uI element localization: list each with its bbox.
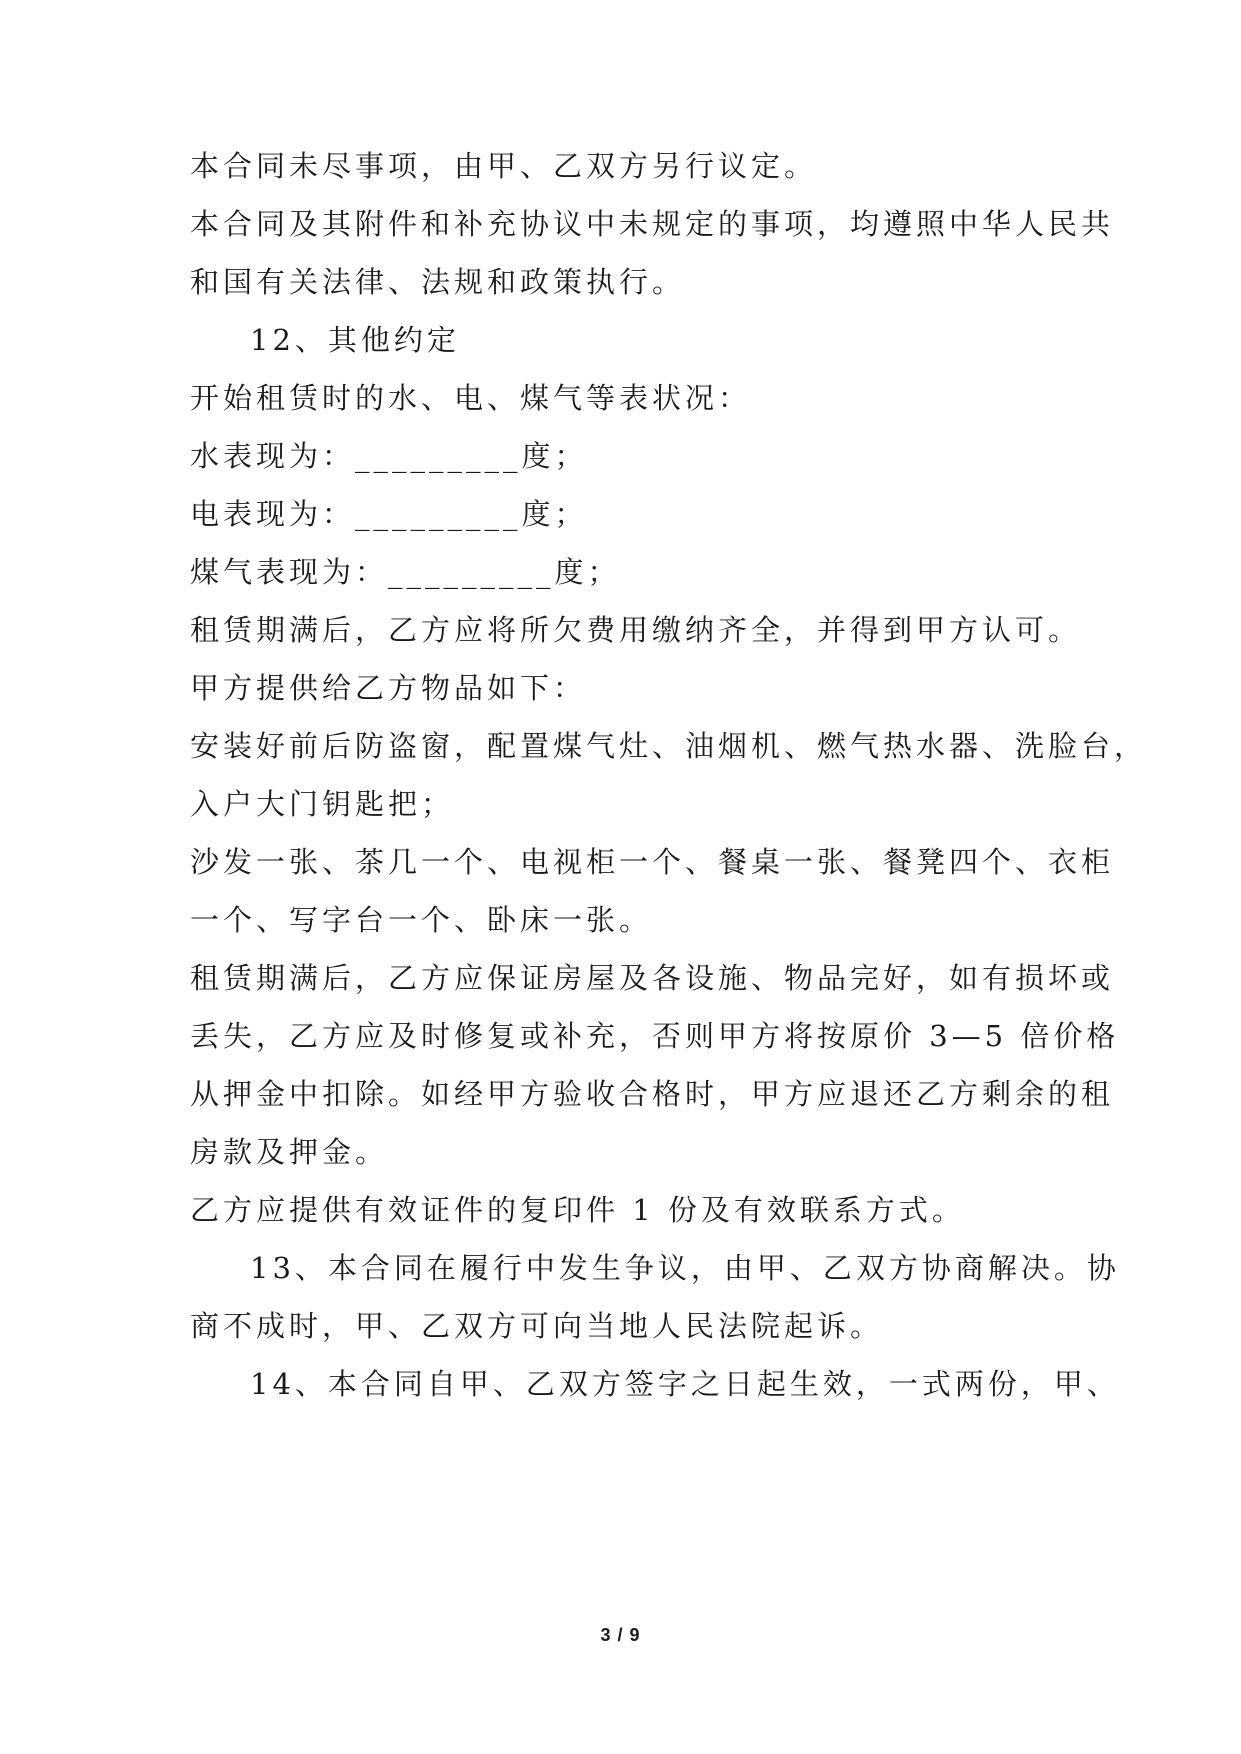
- section-heading: 12、其他约定: [250, 323, 460, 357]
- paragraph-line: 14、本合同自甲、乙双方签字之日起生效，一式两份，甲、: [250, 1367, 1120, 1401]
- paragraph-line: 房款及押金。: [190, 1135, 389, 1169]
- paragraph-line: 一个、写字台一个、卧床一张。: [190, 903, 653, 937]
- paragraph-line: 本合同未尽事项，由甲、乙双方另行议定。: [190, 149, 818, 183]
- paragraph-line: 甲方提供给乙方物品如下：: [190, 671, 587, 705]
- paragraph-line: 租赁期满后，乙方应保证房屋及各设施、物品完好，如有损坏或: [190, 961, 1115, 995]
- page-number: 3 / 9: [600, 1625, 641, 1645]
- paragraph-line: 水表现为：_________度；: [190, 439, 588, 473]
- paragraph-line: 本合同及其附件和补充协议中未规定的事项，均遵照中华人民共: [190, 207, 1115, 241]
- paragraph-line: 安装好前后防盗窗，配置煤气灶、油烟机、燃气热水器、洗脸台，: [190, 729, 1148, 763]
- paragraph-line: 煤气表现为：_________度；: [190, 555, 621, 589]
- paragraph-line: 商不成时，甲、乙双方可向当地人民法院起诉。: [190, 1309, 884, 1343]
- paragraph-line: 电表现为：_________度；: [190, 497, 588, 531]
- paragraph-line: 从押金中扣除。如经甲方验收合格时，甲方应退还乙方剩余的租: [190, 1077, 1115, 1111]
- paragraph-line: 开始租赁时的水、电、煤气等表状况：: [190, 381, 752, 415]
- paragraph-line: 沙发一张、茶几一个、电视柜一个、餐桌一张、餐凳四个、衣柜: [190, 845, 1115, 879]
- paragraph-line: 丢失，乙方应及时修复或补充，否则甲方将按原价 3—5 倍价格: [190, 1019, 1120, 1053]
- paragraph-line: 租赁期满后，乙方应将所欠费用缴纳齐全，并得到甲方认可。: [190, 613, 1082, 647]
- paragraph-line: 入户大门钥匙把；: [190, 787, 455, 821]
- paragraph-line: 和国有关法律、法规和政策执行。: [190, 265, 686, 299]
- paragraph-line: 13、本合同在履行中发生争议，由甲、乙双方协商解决。协: [250, 1251, 1120, 1285]
- paragraph-line: 乙方应提供有效证件的复印件 1 份及有效联系方式。: [190, 1193, 965, 1227]
